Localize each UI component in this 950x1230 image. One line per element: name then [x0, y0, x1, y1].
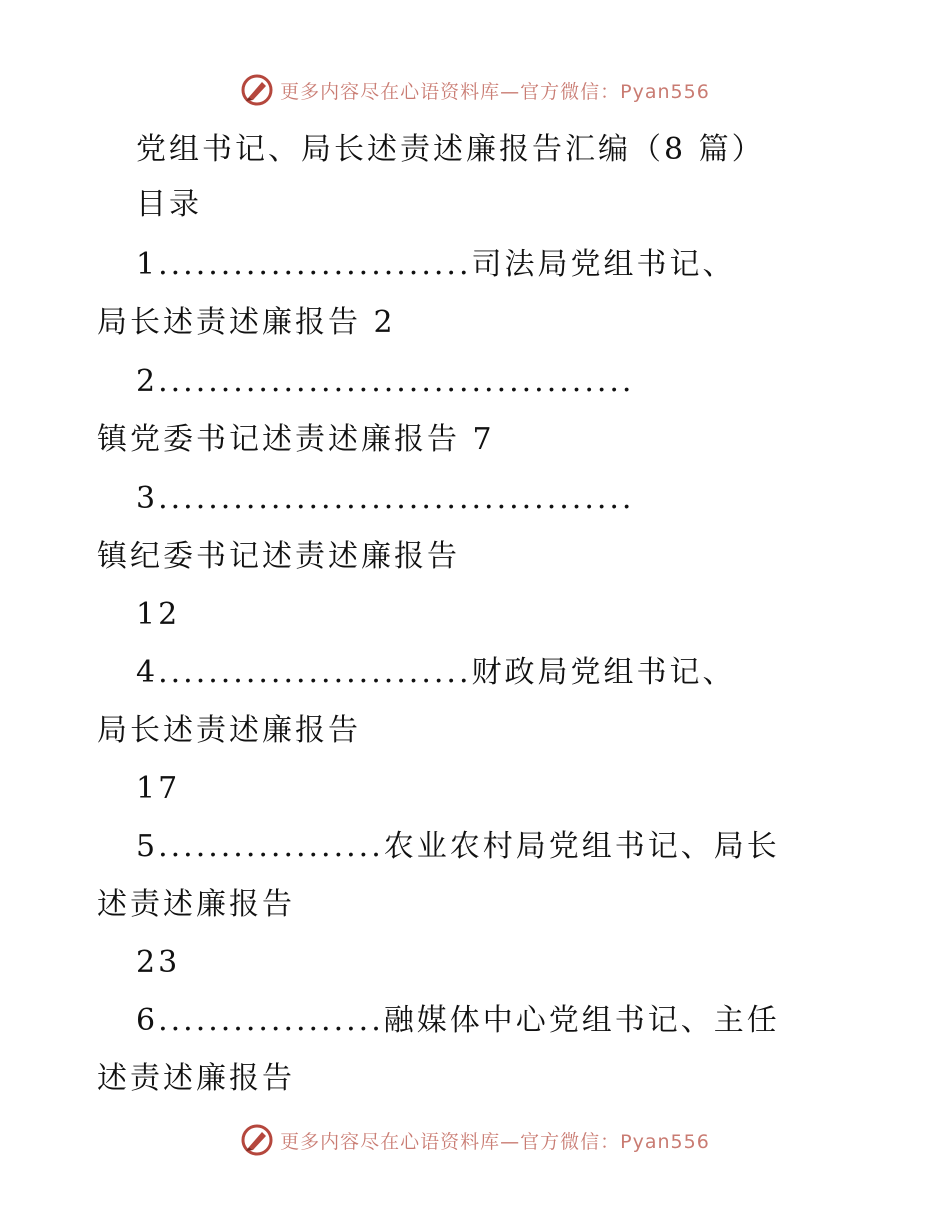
toc-entry-3: 3......................................: [136, 481, 635, 516]
watermark-banner-top: [0, 70, 950, 110]
toc-entry-5-cont: 述责述廉报告: [97, 887, 295, 922]
toc-entry-5: 5..................农业农村局党组书记、局长: [136, 829, 780, 864]
toc-entry-2: 2......................................: [136, 364, 635, 399]
toc-entry-6: 6..................融媒体中心党组书记、主任: [136, 1003, 780, 1038]
pen-logo-icon: [240, 1123, 274, 1157]
watermark-text: 更多内容尽在心语资料库—官方微信：Pyan556: [280, 1130, 710, 1153]
watermark-text: 更多内容尽在心语资料库—官方微信：Pyan556: [280, 80, 710, 103]
toc-entry-1: 1.........................司法局党组书记、: [136, 247, 736, 282]
document-title: 党组书记、局长述责述廉报告汇编（8 篇）: [136, 132, 765, 167]
toc-entry-3-page: 12: [136, 597, 181, 632]
toc-entry-4-cont: 局长述责述廉报告: [97, 713, 361, 748]
toc-entry-4: 4.........................财政局党组书记、: [136, 655, 736, 690]
toc-entry-4-page: 17: [136, 771, 181, 806]
pen-logo-icon: [240, 73, 274, 107]
toc-entry-2-cont: 镇党委书记述责述廉报告 7: [97, 422, 495, 457]
toc-entry-6-cont: 述责述廉报告: [97, 1061, 295, 1096]
watermark-banner-bottom: [0, 1120, 950, 1160]
toc-entry-1-cont: 局长述责述廉报告 2: [97, 305, 396, 340]
toc-entry-3-cont: 镇纪委书记述责述廉报告: [97, 539, 460, 574]
toc-entry-5-page: 23: [136, 945, 181, 980]
toc-heading: 目录: [136, 187, 202, 222]
